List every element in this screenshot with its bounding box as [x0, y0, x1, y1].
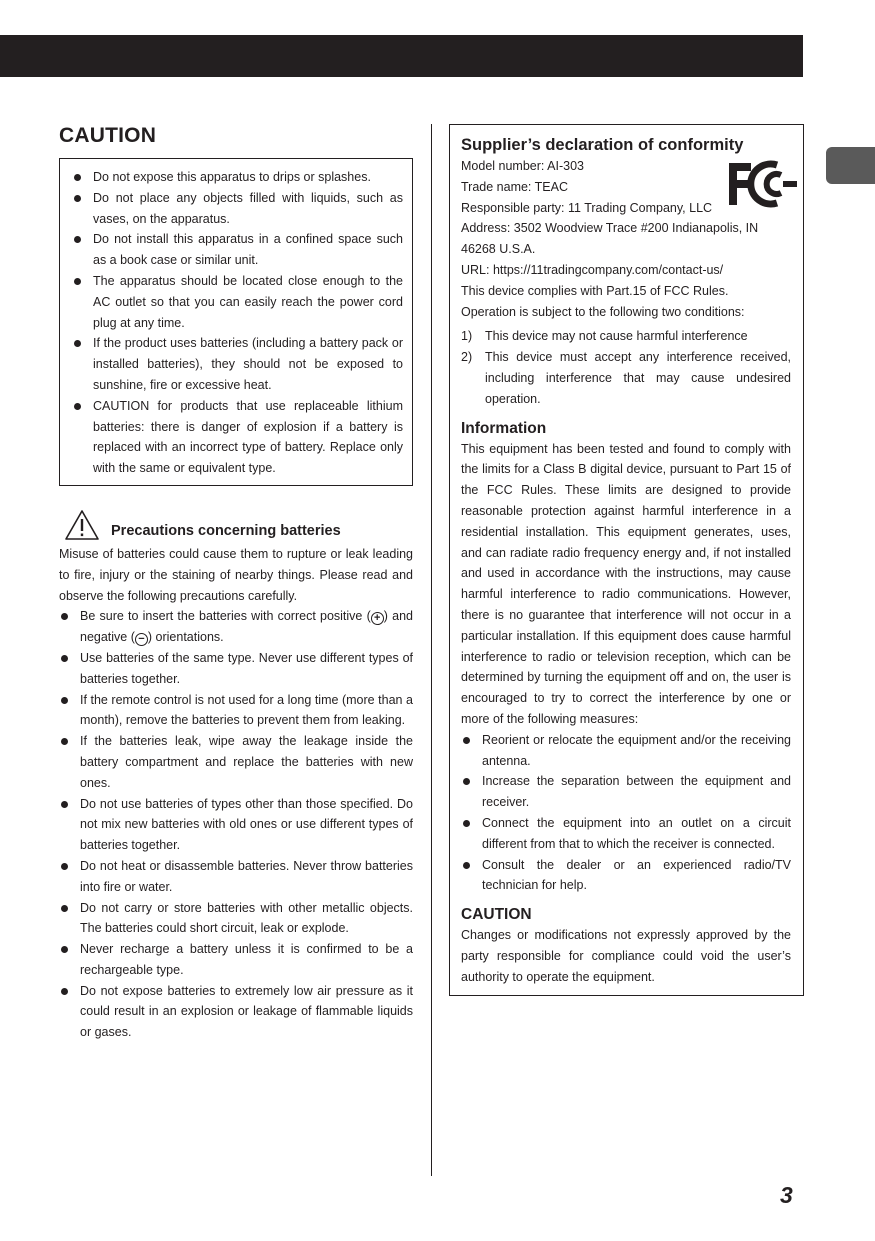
caution-item: Do not expose this apparatus to drips or splashes.: [72, 167, 403, 188]
battery-list: [59, 606, 413, 1043]
measure-item: Reorient or relocate the equipment and/or the receiving antenna.: [461, 730, 791, 772]
address: Address: 3502 Woodview Trace #200 Indianapolis, IN 46268 U.S.A.: [461, 221, 759, 257]
language-tab: [826, 147, 875, 184]
information-heading: Information: [461, 419, 547, 437]
battery-item: Do not carry or store batteries with other metallic objects. The batteries could short circuit, leak or explode.: [59, 898, 413, 940]
measure-item: Consult the dealer or an experienced radio/TV technician for help.: [461, 855, 791, 897]
column-divider: [431, 124, 432, 1176]
caution-box: [59, 158, 413, 486]
caution-heading-2: CAUTION: [461, 906, 532, 924]
battery-item: If the remote control is not used for a long time (more than a month), remove the batteries to prevent them from leaking.: [59, 690, 413, 732]
plus-icon: +: [371, 612, 384, 625]
trade-name: Trade name: TEAC: [461, 179, 568, 194]
battery-heading-row: [59, 508, 413, 544]
condition-item: 1) This device may not cause harmful interference: [461, 329, 748, 344]
complies-text: This device complies with Part.15 of FCC Rules.: [461, 283, 729, 298]
caution-item: Do not place any objects filled with liquids, such as vases, on the apparatus.: [72, 188, 403, 230]
fcc-box: [449, 124, 804, 996]
model-number: Model number: AI-303: [461, 159, 584, 173]
measure-item: Connect the equipment into an outlet on a circuit different from that to which the receiver is connected.: [461, 813, 791, 855]
battery-item: Do not heat or disassemble batteries. Never throw batteries into fire or water.: [59, 856, 413, 898]
battery-item: If the batteries leak, wipe away the leakage inside the battery compartment and replace the batteries with new ones.: [59, 731, 413, 793]
header-bar: [0, 35, 803, 77]
page-number: 3: [780, 1182, 793, 1208]
condition-item: 2) This device must accept any interference received, including interference that may cause undesired operation.: [461, 350, 791, 406]
battery-item: Be sure to insert the batteries with correct positive ( + ) and negative ( − ) orientations.: [59, 606, 413, 648]
battery-item: Never recharge a battery unless it is confirmed to be a rechargeable type.: [59, 939, 413, 981]
caution-item: If the product uses batteries (including a battery pack or installed batteries), they should not be exposed to sunshine, fire or excessive heat.: [72, 333, 403, 395]
battery-item: Use batteries of the same type. Never use different types of batteries together.: [59, 648, 413, 690]
left-column: [59, 120, 413, 1043]
conditions-list: [461, 326, 791, 409]
warning-triangle-icon: [64, 509, 100, 541]
battery-heading: Precautions concerning batteries: [111, 522, 341, 539]
fcc-logo-icon: [725, 159, 799, 209]
caution-item: The apparatus should be located close enough to the AC outlet so that you can easily reach the power cord plug at any time.: [72, 271, 403, 333]
battery-item: Do not expose batteries to extremely low air pressure as it could result in an explosion or leakage of flammable liquids or gases.: [59, 981, 413, 1043]
caution-list: [72, 167, 403, 479]
responsible-party: Responsible party: 11 Trading Company, LLC: [461, 200, 713, 215]
battery-intro: Misuse of batteries could cause them to rupture or leak leading to fire, injury or the staining of nearby things. Please read and observe the following precautions carefully.: [59, 546, 413, 603]
information-body: This equipment has been tested and found to comply with the limits for a Class B digital device, pursuant to Part 15 of the FCC Rules. These limits are designed to provide reasonable protection against harmful interference in a residential installation. This equipment generates, uses, and can radiate radio frequency energy and, if not installed and used in accordance with the instructions, may cause harmful interference to radio communications. However, there is no guarantee that interference will not occur in a particular installation. If this equipment does cause harmful interference to radio or television reception, which can be determined by turning the equipment off and on, the user is encouraged to try to correct the interference by one or more of the following measures:: [461, 441, 791, 726]
caution-item: Do not install this apparatus in a confined space such as a book case or similar unit.: [72, 229, 403, 271]
measures-list: [461, 730, 791, 896]
caution-title: CAUTION: [59, 124, 157, 147]
minus-icon: −: [135, 633, 148, 646]
battery-item: Do not use batteries of types other than those specified. Do not mix new batteries with old ones or use different types of batteries together.: [59, 794, 413, 856]
supplier-heading: Supplier’s declaration of conformity: [461, 136, 744, 154]
measure-item: Increase the separation between the equipment and receiver.: [461, 771, 791, 813]
caution-item: CAUTION for products that use replaceable lithium batteries: there is danger of explosion if a battery is replaced with an incorrect type of battery. Replace only with the same or equivalent type.: [72, 396, 403, 479]
conditions-intro: Operation is subject to the following two conditions:: [461, 304, 745, 319]
caution-body-2: Changes or modifications not expressly approved by the party responsible for compliance could void the user’s authority to operate the equipment.: [461, 928, 791, 984]
url: URL: https://11tradingcompany.com/contact-us/: [461, 262, 724, 277]
